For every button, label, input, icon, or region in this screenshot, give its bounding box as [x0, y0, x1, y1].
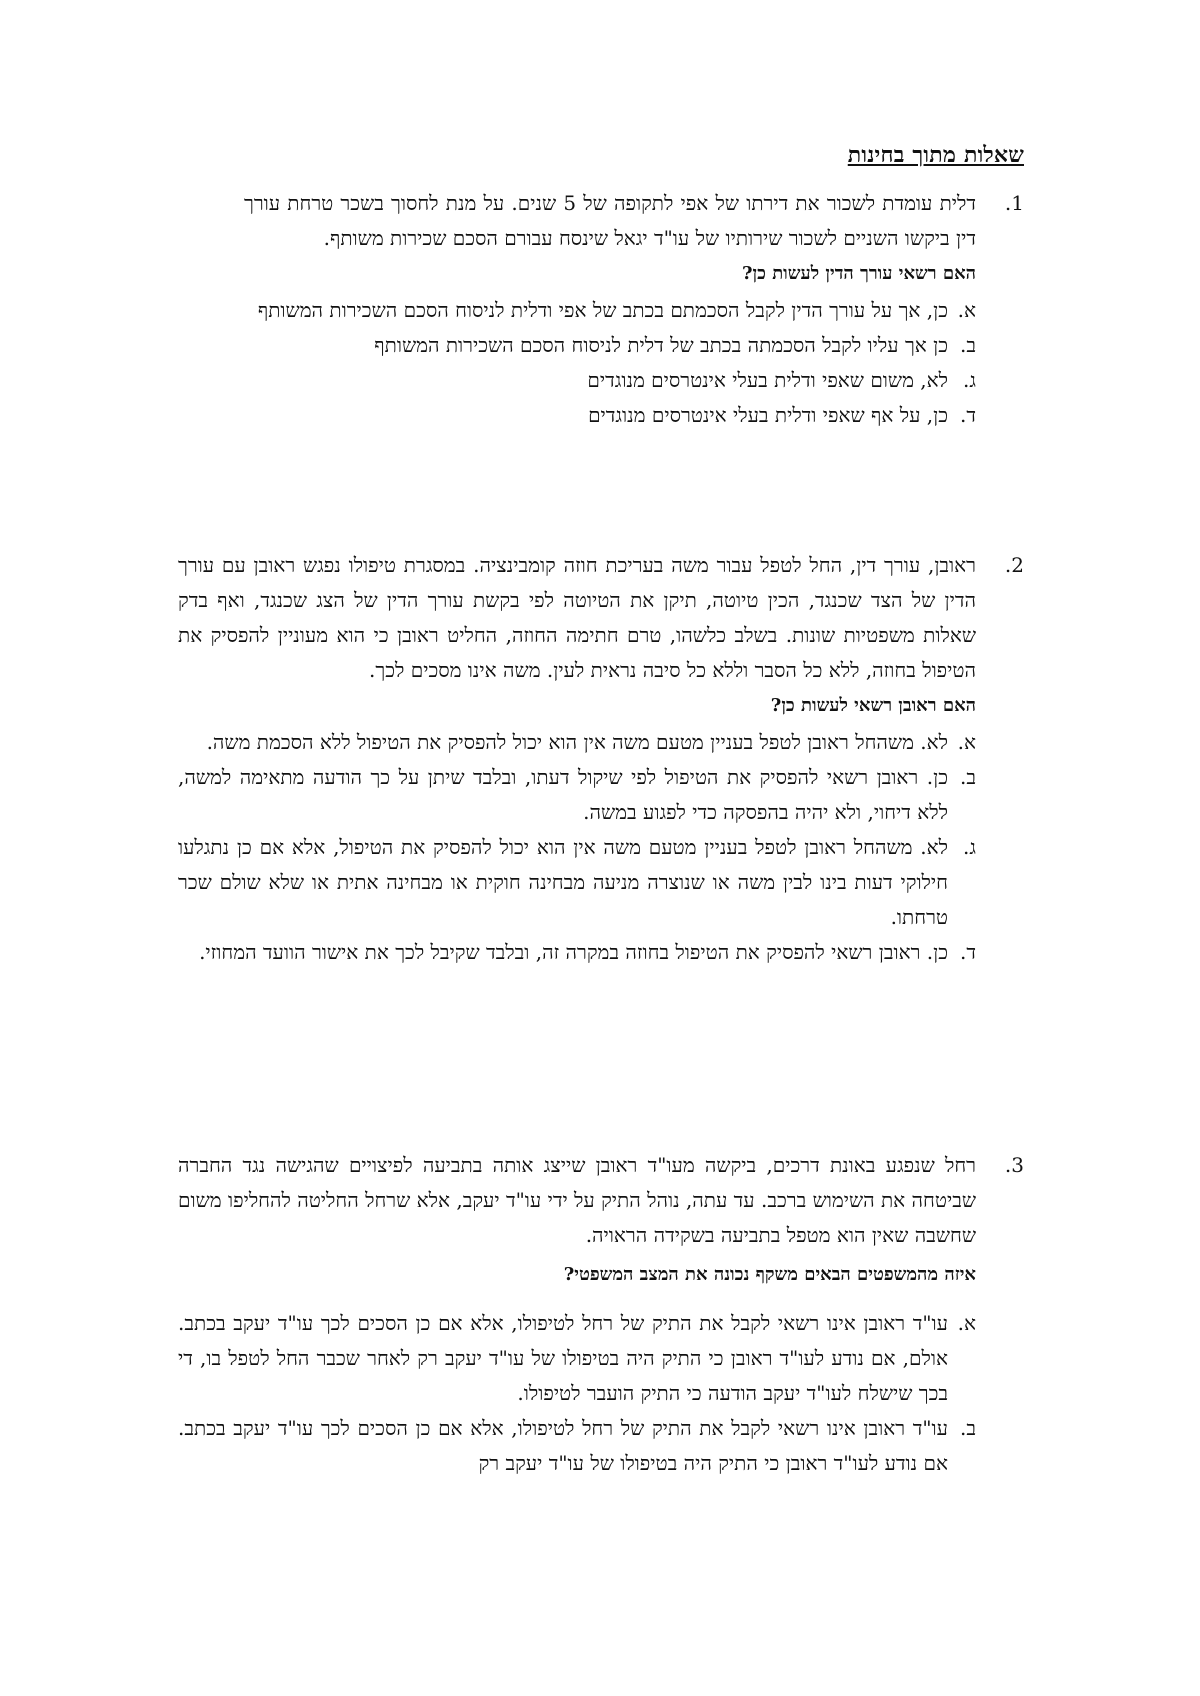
question-body: [244, 186, 1024, 256]
answer-option: [178, 935, 976, 970]
option-text: כן, על אף שאפי ודלית בעלי אינטרסים מנוגדים: [588, 403, 948, 427]
option-label: ג.: [963, 835, 976, 859]
question-prompt: איזה מהמשפטים הבאים משקף נכונה את המצב המשפטי?: [563, 1264, 976, 1285]
answer-option: [178, 725, 976, 760]
option-label: ד.: [960, 403, 976, 427]
question-number: 1.: [1004, 191, 1024, 215]
option-label: א.: [957, 298, 976, 322]
option-text: לא, משום שאפי ודלית בעלי אינטרסים מנוגדים: [587, 368, 948, 392]
option-text: כן, אך על עורך הדין לקבל הסכמתם בכתב של אפי ודלית לניסוח הסכם השכירות המשותף: [257, 298, 948, 322]
question-text: רחל שנפגע באונת דרכים, ביקשה מעו"ד ראובן שייצג אותה בתביעה לפיצויים שהגישה נגד החברה שביטחה את השימוש ברכב. עד עתה, נוהל התיק על ידי עו"ד יעקב, אלא שרחל החליטה להחליפו משום שחשבה שאין הוא מטפל בתביעה בשקידה הראויה.: [178, 1153, 976, 1247]
answer-option: [244, 328, 976, 363]
answer-option: [178, 830, 976, 935]
answer-option: [244, 398, 976, 433]
question-3: [178, 1148, 1024, 1481]
answer-options: [244, 293, 976, 433]
answer-options: [178, 1306, 976, 1481]
question-body: [178, 1148, 1024, 1253]
option-text: לא. משהחל ראובן לטפל בעניין מטעם משה אין הוא יכול להפסיק את הטיפול ללא הסכמת משה.: [206, 730, 948, 754]
option-text: לא. משהחל ראובן לטפל בעניין מטעם משה אין הוא יכול להפסיק את הטיפול, אלא אם כן נתגלעו חילוקי דעות בינו לבין משה או שנוצרה מניעה מבחינה חוקית או מבחינה אתית או שלא שולם שכר טרחתו.: [178, 835, 948, 929]
question-2: [178, 548, 1024, 970]
option-text: כן אך עליו לקבל הסכמתה בכתב של דלית לניסוח הסכם השכירות המשותף: [374, 333, 948, 357]
option-label: ב.: [960, 1416, 976, 1440]
option-label: א.: [957, 730, 976, 754]
option-text: כן. ראובן רשאי להפסיק את הטיפול בחוזה במקרה זה, ובלבד שקיבל לכך את אישור הוועד המחוזי.: [199, 940, 948, 964]
answer-option: [178, 1411, 976, 1481]
page-title: שאלות מתוך בחינות: [847, 142, 1024, 168]
option-label: ב.: [960, 765, 976, 789]
question-number: 2.: [1004, 553, 1024, 577]
question-prompt: האם ראובן רשאי לעשות כן?: [770, 695, 976, 716]
question-number: 3.: [1004, 1153, 1024, 1177]
answer-options: [178, 725, 976, 970]
answer-option: [244, 293, 976, 328]
option-label: ד.: [960, 940, 976, 964]
option-label: ב.: [960, 333, 976, 357]
question-prompt: האם רשאי עורך הדין לעשות כן?: [742, 263, 976, 284]
option-text: עו"ד ראובן אינו רשאי לקבל את התיק של רחל לטיפולו, אלא אם כן הסכים לכך עו"ד יעקב בכתב. אם נודע לעו"ד ראובן כי התיק היה בטיפולו של עו"ד יעקב רק: [178, 1416, 948, 1475]
question-text: ראובן, עורך דין, החל לטפל עבור משה בעריכת חוזה קומבינציה. במסגרת טיפולו נפגש ראובן עם עורך הדין של הצד שכנגד, הכין טיוטה, תיקן את הטיוטה לפי בקשת עורך הדין של הצג שכנגד, ואף בדק שאלות משפטיות שונות. בשלב כלשהו, טרם חתימה החוזה, החליט ראובן כי הוא מעוניין להפסיק את הטיפול בחוזה, ללא כל הסבר וללא כל סיבה נראית לעין. משה אינו מסכים לכך.: [178, 553, 976, 682]
option-label: א.: [957, 1311, 976, 1335]
answer-option: [178, 760, 976, 830]
option-text: כן. ראובן רשאי להפסיק את הטיפול לפי שיקול דעתו, ובלבד שיתן על כך הודעה מתאימה למשה, ללא דיחוי, ולא יהיה בהפסקה כדי לפגוע במשה.: [178, 765, 948, 824]
option-text: עו"ד ראובן אינו רשאי לקבל את התיק של רחל לטיפולו, אלא אם כן הסכים לכך עו"ד יעקב בכתב. אולם, אם נודע לעו"ד ראובן כי התיק היה בטיפולו של עו"ד יעקב רק לאחר שכבר החל לטפל בו, די בכך שישלח לעו"ד יעקב הודעה כי התיק הועבר לטיפולו.: [178, 1311, 948, 1405]
answer-option: [178, 1306, 976, 1411]
question-body: [178, 548, 1024, 688]
option-label: ג.: [963, 368, 976, 392]
answer-option: [244, 363, 976, 398]
question-text: דלית עומדת לשכור את דירתו של אפי לתקופה של 5 שנים. על מנת לחסוך בשכר טרחת עורך דין ביקשו השניים לשכור שירותיו של עו"ד יגאל שינסח עבורם הסכם שכירות משותף.: [244, 191, 976, 250]
question-1: [244, 186, 1024, 433]
